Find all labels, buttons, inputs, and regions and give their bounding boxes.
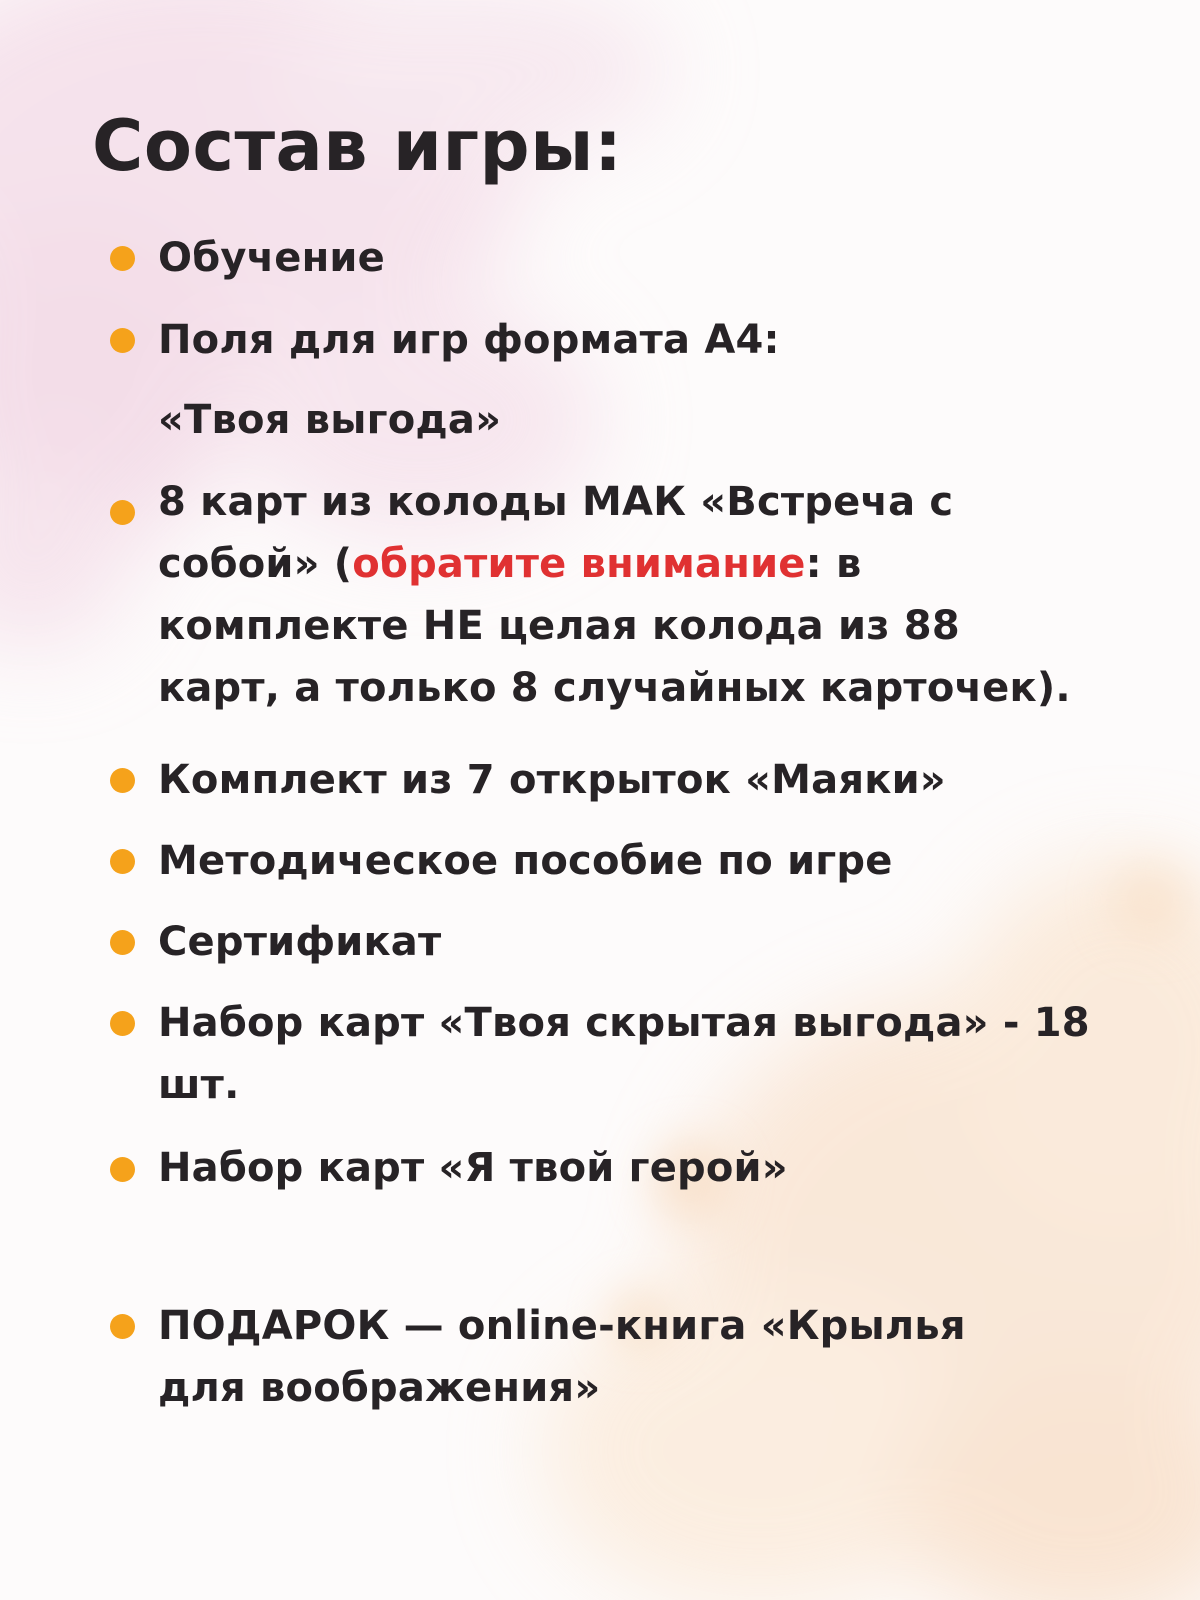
- page-title: Состав игры:: [92, 105, 623, 187]
- bullet-icon: [110, 500, 135, 525]
- text-segment: собой» (: [158, 541, 353, 587]
- list-item: [158, 749, 1138, 811]
- bullet-icon: [110, 930, 135, 955]
- list-item-text: «Твоя выгода»: [158, 397, 502, 443]
- list-item: [158, 227, 1138, 289]
- bullet-icon: [110, 1011, 135, 1036]
- gift-bullet-icon: [110, 1314, 135, 1339]
- list-item-gift: [158, 1295, 1138, 1419]
- text-segment: : в: [805, 541, 862, 587]
- list-item-text: ПОДАРОК — online-книга «Крылья: [158, 1303, 966, 1349]
- list-item-text: комплекте НЕ целая колода из 88: [158, 603, 960, 649]
- list-item-text: Обучение: [158, 235, 385, 281]
- list-item-text: Методическое пособие по игре: [158, 838, 893, 884]
- list-item-text: шт.: [158, 1062, 240, 1108]
- list-item-text: Набор карт «Твоя скрытая выгода» - 18: [158, 1000, 1090, 1046]
- list-item: [158, 830, 1138, 892]
- list-item-text: карт, а только 8 случайных карточек).: [158, 665, 1071, 711]
- list-item-text: Поля для игр формата А4:: [158, 317, 780, 363]
- bullet-icon: [110, 1157, 135, 1182]
- list-item: [158, 911, 1138, 973]
- highlight-text: обратите внимание: [352, 541, 806, 587]
- list-item-text: 8 карт из колоды МАК «Встреча с: [158, 479, 954, 525]
- list-item: [158, 309, 1138, 451]
- bullet-icon: [110, 328, 135, 353]
- list-item-text: Набор карт «Я твой герой»: [158, 1145, 788, 1191]
- list-item: [158, 471, 1138, 719]
- list-item: [158, 1137, 1138, 1199]
- list-item-text: [158, 533, 1138, 595]
- list-item: [158, 992, 1138, 1116]
- bullet-icon: [110, 849, 135, 874]
- bullet-icon: [110, 768, 135, 793]
- list-item-text: Комплект из 7 открыток «Маяки»: [158, 757, 946, 803]
- list-item-text: Сертификат: [158, 919, 442, 965]
- list-item-text: для воображения»: [158, 1365, 601, 1411]
- bullet-icon: [110, 246, 135, 271]
